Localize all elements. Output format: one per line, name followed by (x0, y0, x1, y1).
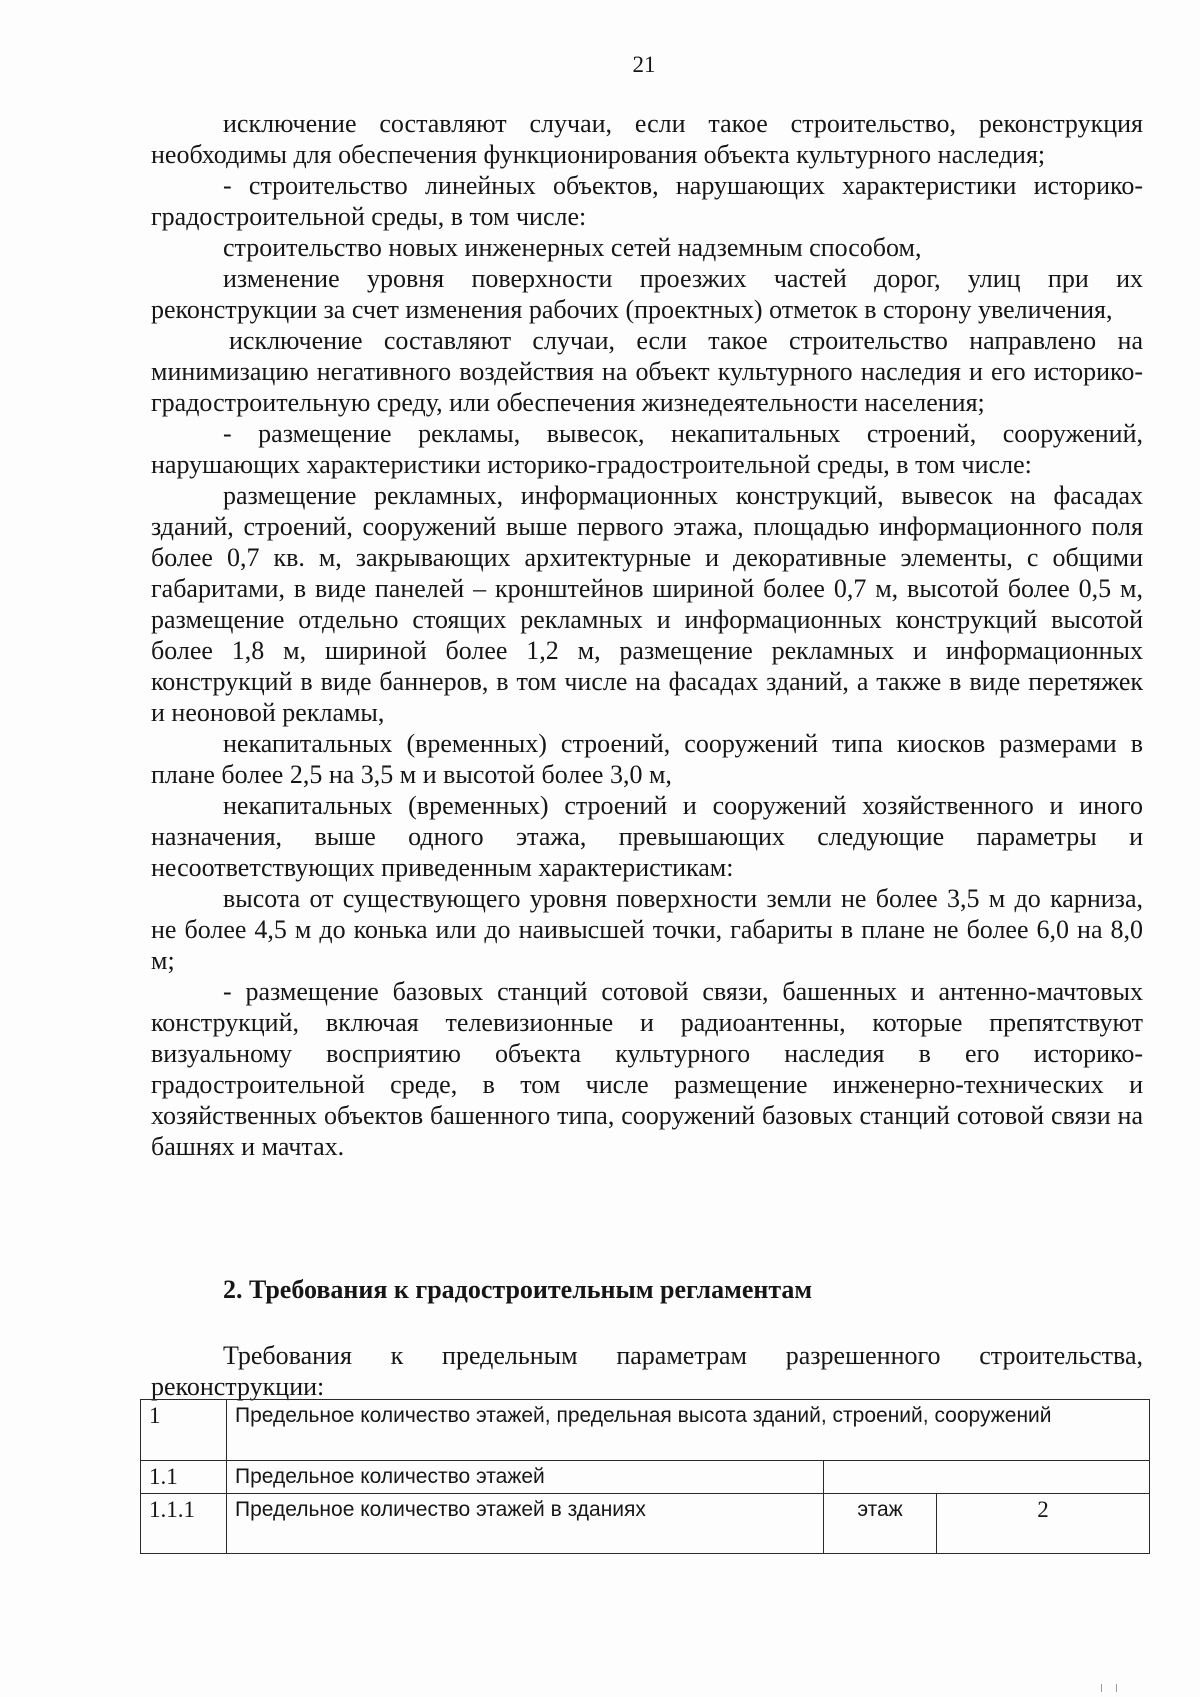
scan-mark (1116, 1684, 1117, 1692)
paragraph: изменение уровня поверхности проезжих частей дорог, улиц при их реконструкции за счет изменения рабочих (проектных) отметок в сторону увеличения, (151, 264, 1143, 324)
table-row (141, 1494, 1150, 1554)
paragraph: исключение составляют случаи, если такое строительство, реконструкция необходимы для обеспечения функционирования объекта культурного наследия; (151, 109, 1143, 169)
section-heading: 2. Требования к градостроительным регламентам (223, 1275, 813, 1304)
paragraph: некапитальных (временных) строений, сооружений типа киосков размерами в плане более 2,5 на 3,5 м и высотой более 3,0 м, (151, 729, 1143, 789)
row-number: 1.1.1 (141, 1494, 227, 1554)
row-description: Предельное количество этажей (227, 1461, 824, 1494)
unit-cell: этаж (824, 1494, 937, 1554)
empty-cell (824, 1461, 1150, 1494)
row-number: 1 (141, 1400, 227, 1461)
value-cell: 2 (937, 1494, 1150, 1554)
paragraph: строительство новых инженерных сетей надземным способом, (223, 233, 922, 262)
row-description: Предельное количество этажей в зданиях (227, 1494, 824, 1554)
paragraph: высота от существующего уровня поверхности земли не более 3,5 м до карниза, не более 4,5 м до конька или до наивысшей точки, габариты в плане не более 6,0 на 8,0 м; (151, 884, 1143, 975)
paragraph: исключение составляют случаи, если такое строительство направлено на минимизацию негативного воздействия на объект культурного наследия и его историко-градостроительную среду, или обеспечения жизнедеятельности населения; (151, 326, 1143, 417)
paragraph: - строительство линейных объектов, нарушающих характеристики историко-градостроительной среды, в том числе: (151, 171, 1143, 231)
paragraph: размещение рекламных, информационных конструкций, вывесок на фасадах зданий, строений, сооружений выше первого этажа, площадью информационного поля более 0,7 кв. м, закрывающих архитектурные и декоративные элементы, с общими габаритами, в виде панелей – кронштейнов шириной более 0,7 м, высотой более 0,5 м, размещение отдельно стоящих рекламных и информационных конструкций высотой более 1,8 м, шириной более 1,2 м, размещение рекламных и информационных конструкций в виде баннеров, в том числе на фасадах зданий, а также в виде перетяжек и неоновой рекламы, (151, 481, 1143, 727)
row-description: Предельное количество этажей, предельная высота зданий, строений, сооружений (227, 1400, 1150, 1461)
body-text (151, 108, 1143, 1162)
paragraph: некапитальных (временных) строений и сооружений хозяйственного и иного назначения, выше одного этажа, превышающих следующие параметры и несоответствующих приведенным характеристикам: (151, 791, 1143, 882)
page-number: 21 (632, 52, 656, 77)
table-row (141, 1461, 1150, 1494)
table-intro: Требования к предельным параметрам разрешенного строительства, реконструкции: (151, 1341, 1143, 1401)
parameters-table (140, 1399, 1150, 1554)
scan-mark (1101, 1684, 1102, 1692)
table-row (141, 1400, 1150, 1461)
row-number: 1.1 (141, 1461, 227, 1494)
paragraph: - размещение базовых станций сотовой связи, башенных и антенно-мачтовых конструкций, включая телевизионные и радиоантенны, которые препятствуют визуальному восприятию объекта культурного наследия в его историко-градостроительной среде, в том числе размещение инженерно-технических и хозяйственных объектов башенного типа, сооружений базовых станций сотовой связи на башнях и мачтах. (151, 977, 1143, 1161)
paragraph: - размещение рекламы, вывесок, некапитальных строений, сооружений, нарушающих характеристики историко-градостроительной среды, в том числе: (151, 419, 1143, 479)
